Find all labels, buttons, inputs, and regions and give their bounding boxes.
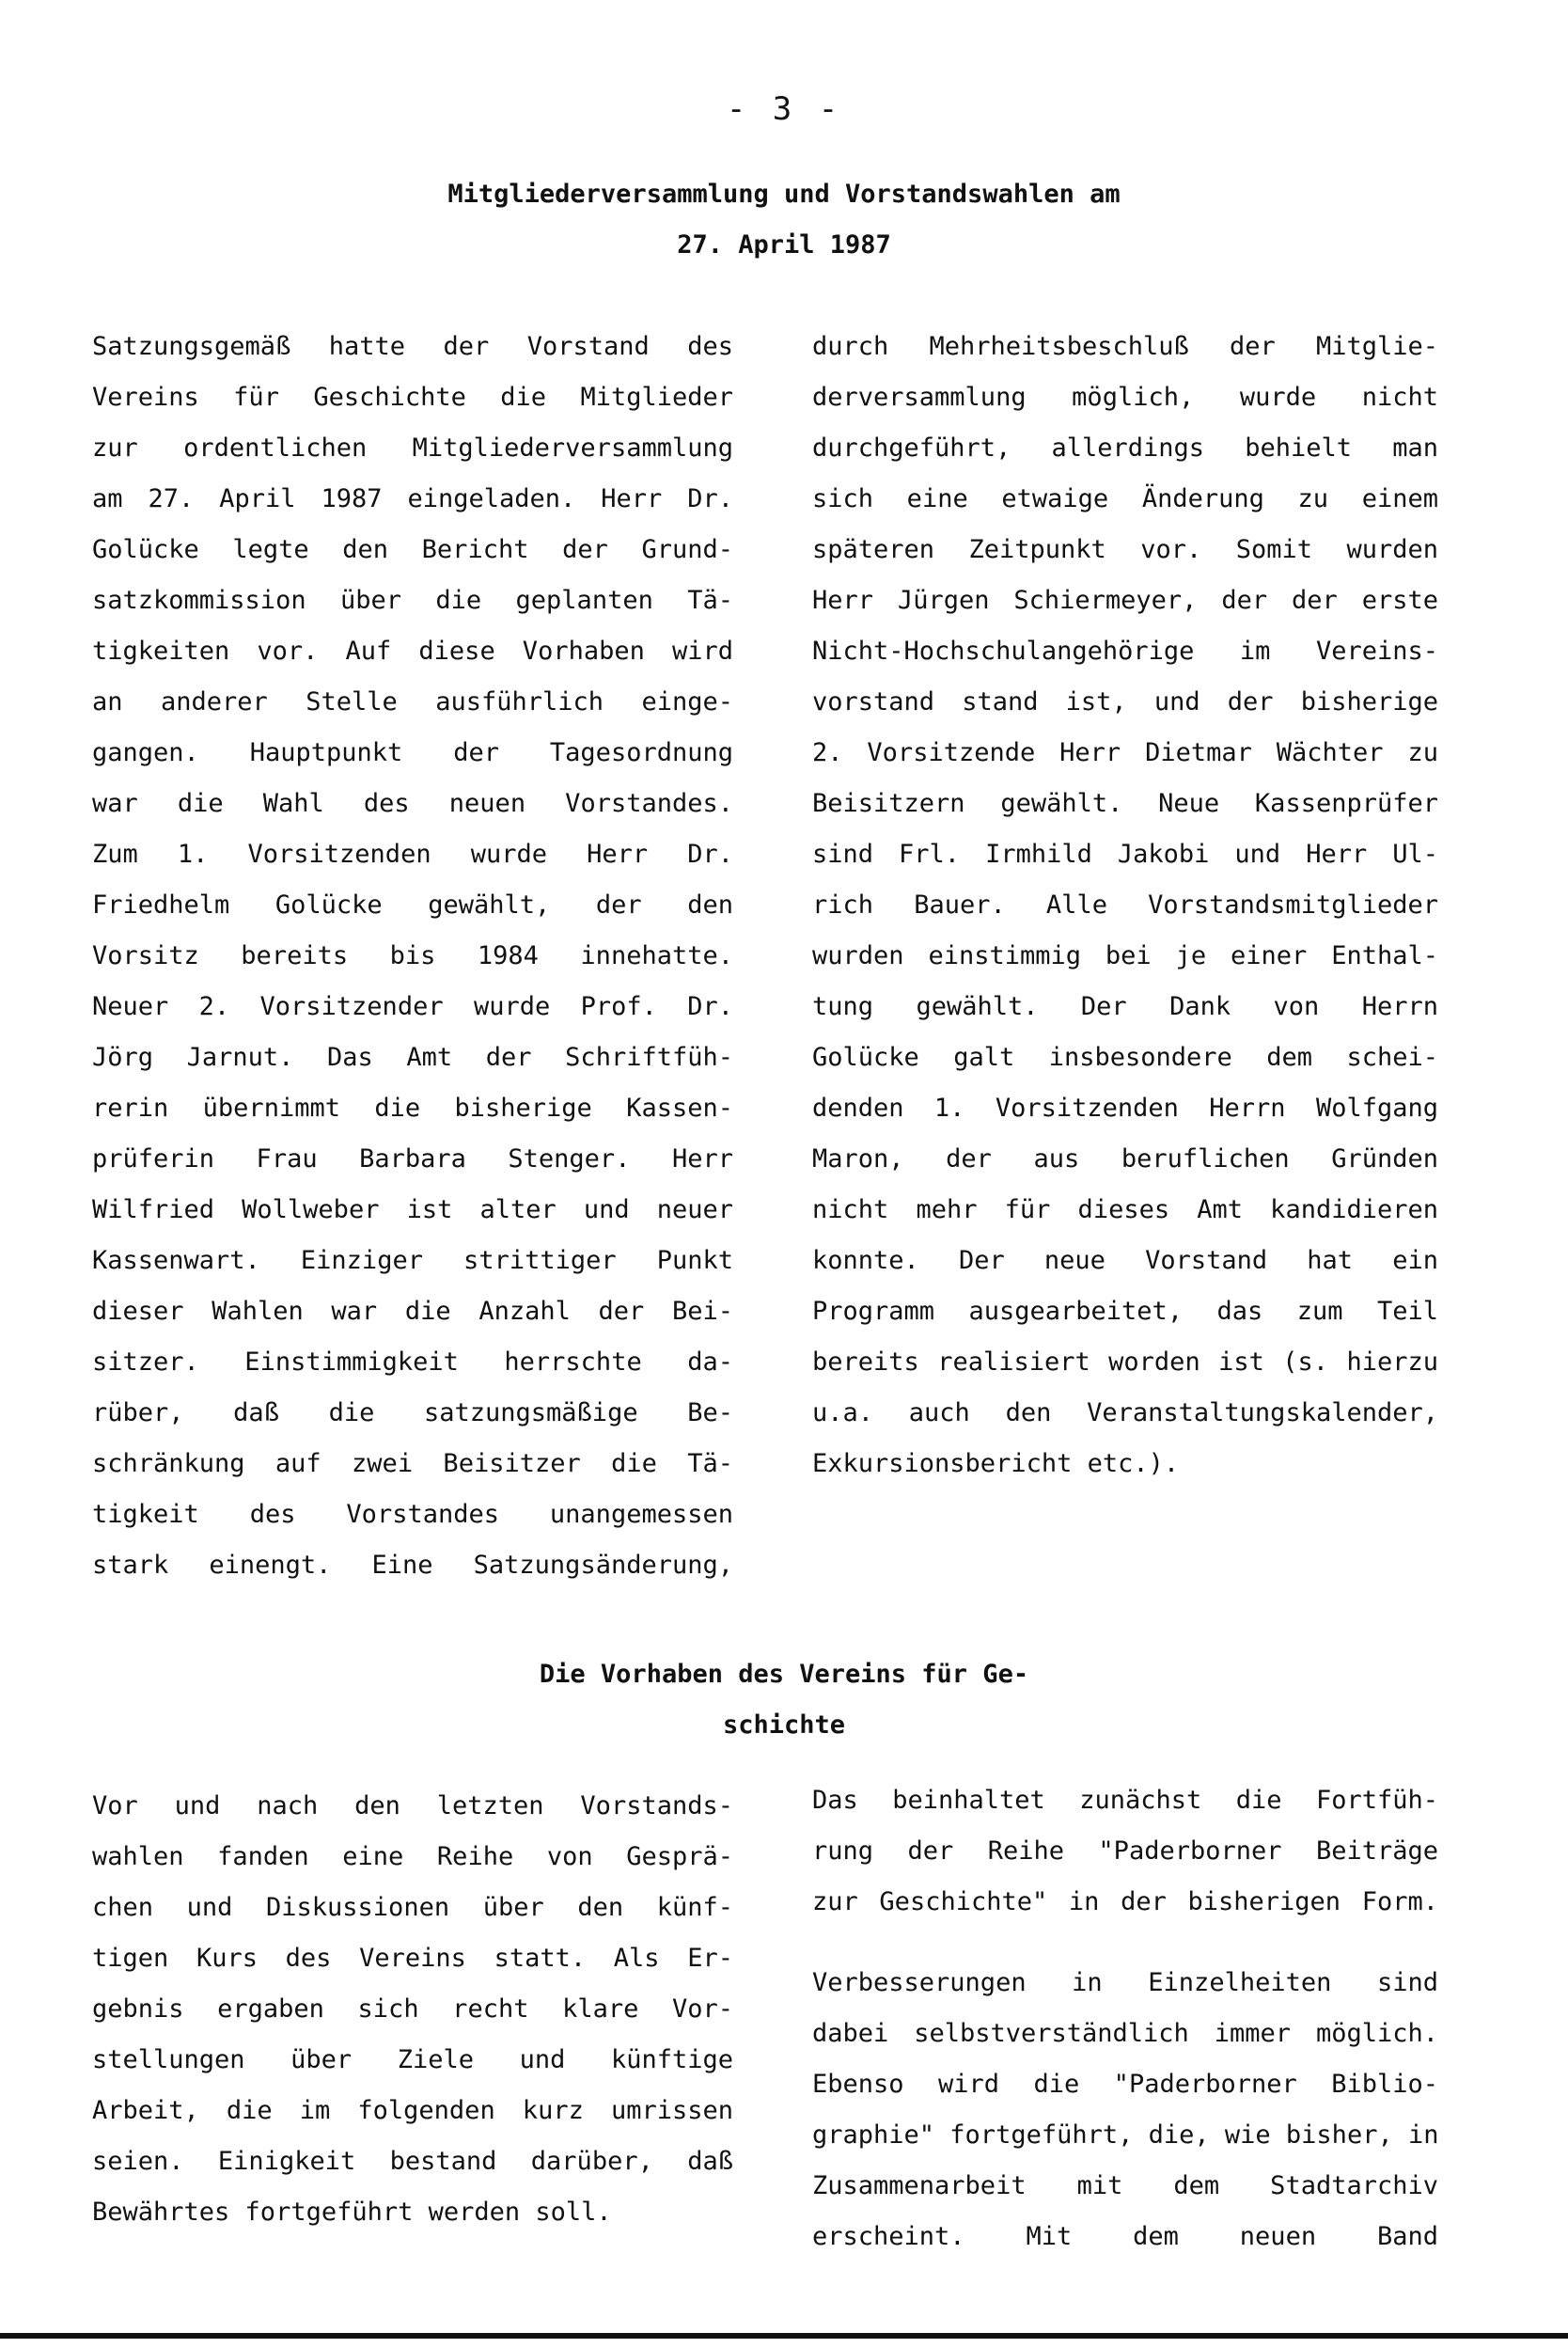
text-line: dabei selbstverständlich immer möglich. <box>812 2019 1438 2048</box>
text-line: durchgeführt, allerdings behielt man <box>812 433 1438 463</box>
text-line: vorstand stand ist, und der bisherige <box>812 687 1438 717</box>
text-line: sitzer. Einstimmigkeit herrschte da- <box>92 1347 733 1377</box>
text-line: Ebenso wird die "Paderborner Biblio- <box>812 2070 1438 2099</box>
section-heading-mitgliederversammlung <box>0 169 1568 271</box>
text-line: war die Wahl des neuen Vorstandes. <box>92 789 733 818</box>
text-line: rung der Reihe "Paderborner Beiträge <box>812 1836 1438 1866</box>
text-line: erscheint. Mit dem neuen Band <box>812 2222 1438 2251</box>
text-line: rüber, daß die satzungsmäßige Be- <box>92 1398 733 1427</box>
text-line: Neuer 2. Vorsitzender wurde Prof. Dr. <box>92 992 733 1021</box>
text-line: Verbesserungen in Einzelheiten sind <box>812 1968 1438 1997</box>
text-line: tung gewählt. Der Dank von Herrn <box>812 992 1438 1021</box>
text-line: Herr Jürgen Schiermeyer, der der erste <box>812 586 1438 615</box>
section2-right-paragraph-2 <box>812 1958 1438 2262</box>
text-line: wurden einstimmig bei je einer Enthal- <box>812 941 1438 970</box>
text-line: durch Mehrheitsbeschluß der Mitglie- <box>812 332 1438 361</box>
text-line: gebnis ergaben sich recht klare Vor- <box>92 1994 733 2024</box>
text-line: konnte. Der neue Vorstand hat ein <box>812 1246 1438 1275</box>
section1-left-column <box>92 322 733 1591</box>
text-line: chen und Diskussionen über den künf- <box>92 1893 733 1922</box>
text-line: Satzungsgemäß hatte der Vorstand des <box>92 332 733 361</box>
text-line: tigen Kurs des Vereins statt. Als Er- <box>92 1944 733 1973</box>
text-line: stark einengt. Eine Satzungsänderung, <box>92 1551 733 1580</box>
text-line: graphie" fortgeführt, die, wie bisher, in <box>812 2120 1438 2150</box>
text-line: am 27. April 1987 eingeladen. Herr Dr. <box>92 484 733 513</box>
heading-line: Mitgliederversammlung und Vorstandswahlen am <box>447 180 1121 209</box>
text-line: zur Geschichte" in der bisherigen Form. <box>812 1887 1438 1916</box>
text-line: prüferin Frau Barbara Stenger. Herr <box>92 1144 733 1174</box>
text-line: sind Frl. Irmhild Jakobi und Herr Ul- <box>812 840 1438 869</box>
text-line: Zusammenarbeit mit dem Stadtarchiv <box>812 2171 1438 2200</box>
text-line: rich Bauer. Alle Vorstandsmitglieder <box>812 890 1438 920</box>
text-line: Nicht-Hochschulangehörige im Vereins- <box>812 637 1438 666</box>
text-line: tigkeit des Vorstandes unangemessen <box>92 1500 733 1529</box>
section-heading-vorhaben <box>0 1649 1568 1751</box>
text-line: Zum 1. Vorsitzenden wurde Herr Dr. <box>92 840 733 869</box>
text-line: Maron, der aus beruflichen Gründen <box>812 1144 1438 1174</box>
text-line: an anderer Stelle ausführlich einge- <box>92 687 733 717</box>
text-line: derversammlung möglich, wurde nicht <box>812 383 1438 412</box>
text-line: tigkeiten vor. Auf diese Vorhaben wird <box>92 637 733 666</box>
text-line: Vereins für Geschichte die Mitglieder <box>92 383 733 412</box>
text-line: Bewährtes fortgeführt werden soll. <box>92 2198 612 2227</box>
text-line: Vor und nach den letzten Vorstands- <box>92 1791 733 1820</box>
section2-left-column <box>92 1781 733 2238</box>
text-line: denden 1. Vorsitzenden Herrn Wolfgang <box>812 1094 1438 1123</box>
text-line: 2. Vorsitzende Herr Dietmar Wächter zu <box>812 738 1438 767</box>
text-line: gangen. Hauptpunkt der Tagesordnung <box>92 738 733 767</box>
text-line: u.a. auch den Veranstaltungskalender, <box>812 1398 1438 1427</box>
heading-line: Die Vorhaben des Vereins für Ge- <box>539 1660 1029 1689</box>
section1-right-column <box>812 322 1438 1489</box>
text-line: bereits realisiert worden ist (s. hierzu <box>812 1347 1438 1377</box>
text-line: Vorsitz bereits bis 1984 innehatte. <box>92 941 733 970</box>
text-line: stellungen über Ziele und künftige <box>92 2045 733 2074</box>
section2-right-paragraph-1 <box>812 1775 1438 1928</box>
text-line: satzkommission über die geplanten Tä- <box>92 586 733 615</box>
text-line: Programm ausgearbeitet, das zum Teil <box>812 1297 1438 1326</box>
text-line: nicht mehr für dieses Amt kandidieren <box>812 1195 1438 1224</box>
text-line: rerin übernimmt die bisherige Kassen- <box>92 1094 733 1123</box>
text-line: Beisitzern gewählt. Neue Kassenprüfer <box>812 789 1438 818</box>
text-line: Das beinhaltet zunächst die Fortfüh- <box>812 1786 1438 1815</box>
text-line: Exkursionsbericht etc.). <box>812 1449 1180 1478</box>
text-line: Jörg Jarnut. Das Amt der Schriftfüh- <box>92 1043 733 1072</box>
text-line: wahlen fanden eine Reihe von Gesprä- <box>92 1842 733 1871</box>
text-line: dieser Wahlen war die Anzahl der Bei- <box>92 1297 733 1326</box>
text-line: Arbeit, die im folgenden kurz umrissen <box>92 2096 733 2125</box>
text-line: Golücke legte den Bericht der Grund- <box>92 535 733 564</box>
page-number: - 3 - <box>726 90 842 128</box>
text-line: schränkung auf zwei Beisitzer die Tä- <box>92 1449 733 1478</box>
text-line: Kassenwart. Einziger strittiger Punkt <box>92 1246 733 1275</box>
text-line: zur ordentlichen Mitgliederversammlung <box>92 433 733 463</box>
text-line: seien. Einigkeit bestand darüber, daß <box>92 2147 733 2176</box>
text-line: Golücke galt insbesondere dem schei- <box>812 1043 1438 1072</box>
heading-line: schichte <box>722 1710 846 1740</box>
text-line: Wilfried Wollweber ist alter und neuer <box>92 1195 733 1224</box>
text-line: späteren Zeitpunkt vor. Somit wurden <box>812 535 1438 564</box>
text-line: sich eine etwaige Änderung zu einem <box>812 484 1438 513</box>
bottom-rule <box>0 2333 1568 2339</box>
heading-line: 27. April 1987 <box>677 230 891 260</box>
text-line: Friedhelm Golücke gewählt, der den <box>92 890 733 920</box>
